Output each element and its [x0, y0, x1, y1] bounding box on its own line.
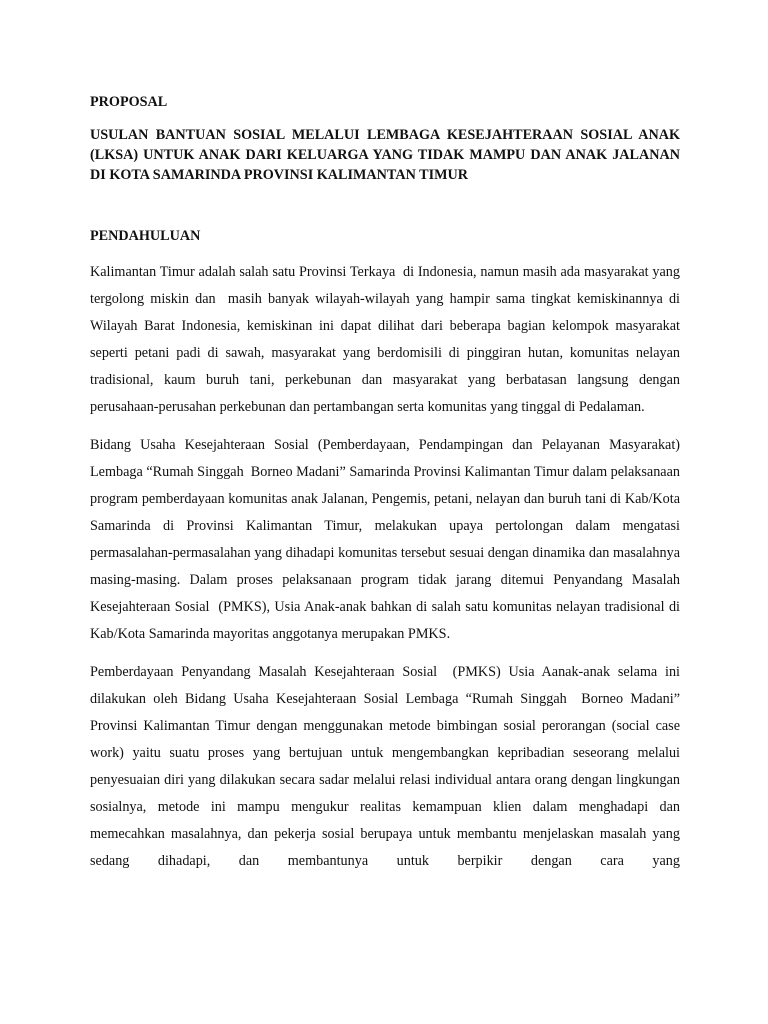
paragraph-3: Pemberdayaan Penyandang Masalah Kesejahteraan Sosial (PMKS) Usia Aanak-anak selama ini dilakukan oleh Bidang Usaha Kesejahteraan Sosial Lembaga “Rumah Singgah Borneo Madani” Provinsi Kalimantan Timur dengan menggunakan metode bimbingan sosial perorangan (social case work) yaitu suatu proses yang bertujuan untuk mengembangkan kepribadian seseorang melalui penyesuaian diri yang dilakukan secara sadar melalui relasi individual antara orang dengan lingkungan sosialnya, metode ini mampu mengukur realitas kemampuan klien dalam menghadapi dan memecahkan masalahnya, dan pekerja sosial berupaya untuk membantu menjelaskan masalah yang sedang dihadapi, dan membantunya untuk berpikir dengan cara yang	[90, 664, 684, 869]
section-heading: PENDAHULUAN	[90, 228, 201, 244]
document-label: PROPOSAL	[90, 94, 168, 110]
paragraph-1: Kalimantan Timur adalah salah satu Provinsi Terkaya di Indonesia, namun masih ada masyarakat yang tergolong miskin dan masih banyak wilayah-wilayah yang hampir sama tingkat kemiskinannya di Wilayah Barat Indonesia, kemiskinan ini dapat dilihat dari beberapa bagian kelompok masyarakat seperti petani padi di sawah, masyarakat yang berdomisili di pinggiran hutan, komunitas nelayan tradisional, kaum buruh tani, perkebunan dan masyarakat yang berbatasan langsung dengan perusahaan-perusahan perkebunan dan pertambangan serta komunitas yang tinggal di Pedalaman.	[90, 264, 684, 415]
paragraph-2: Bidang Usaha Kesejahteraan Sosial (Pemberdayaan, Pendampingan dan Pelayanan Masyarakat) Lembaga “Rumah Singgah Borneo Madani” Samarinda Provinsi Kalimantan Timur dalam pelaksanaan program pemberdayaan komunitas anak Jalanan, Pengemis, petani, nelayan dan buruh tani di Kab/Kota Samarinda di Provinsi Kalimantan Timur, melakukan upaya pertolongan dalam mengatasi permasalahan-permasalahan yang dihadapi komunitas tersebut sesuai dengan dinamika dan masalahnya masing-masing. Dalam proses pelaksanaan program tidak jarang ditemui Penyandang Masalah Kesejahteraan Sosial (PMKS), Usia Anak-anak bahkan di salah satu komunitas nelayan tradisional di Kab/Kota Samarinda mayoritas anggotanya merupakan PMKS.	[90, 437, 684, 642]
document-body	[90, 92, 684, 886]
document-title: USULAN BANTUAN SOSIAL MELALUI LEMBAGA KESEJAHTERAAN SOSIAL ANAK (LKSA) UNTUK ANAK DARI KELUARGA YANG TIDAK MAMPU DAN ANAK JALANAN DI KOTA SAMARINDA PROVINSI KALIMANTAN TIMUR	[90, 127, 680, 183]
